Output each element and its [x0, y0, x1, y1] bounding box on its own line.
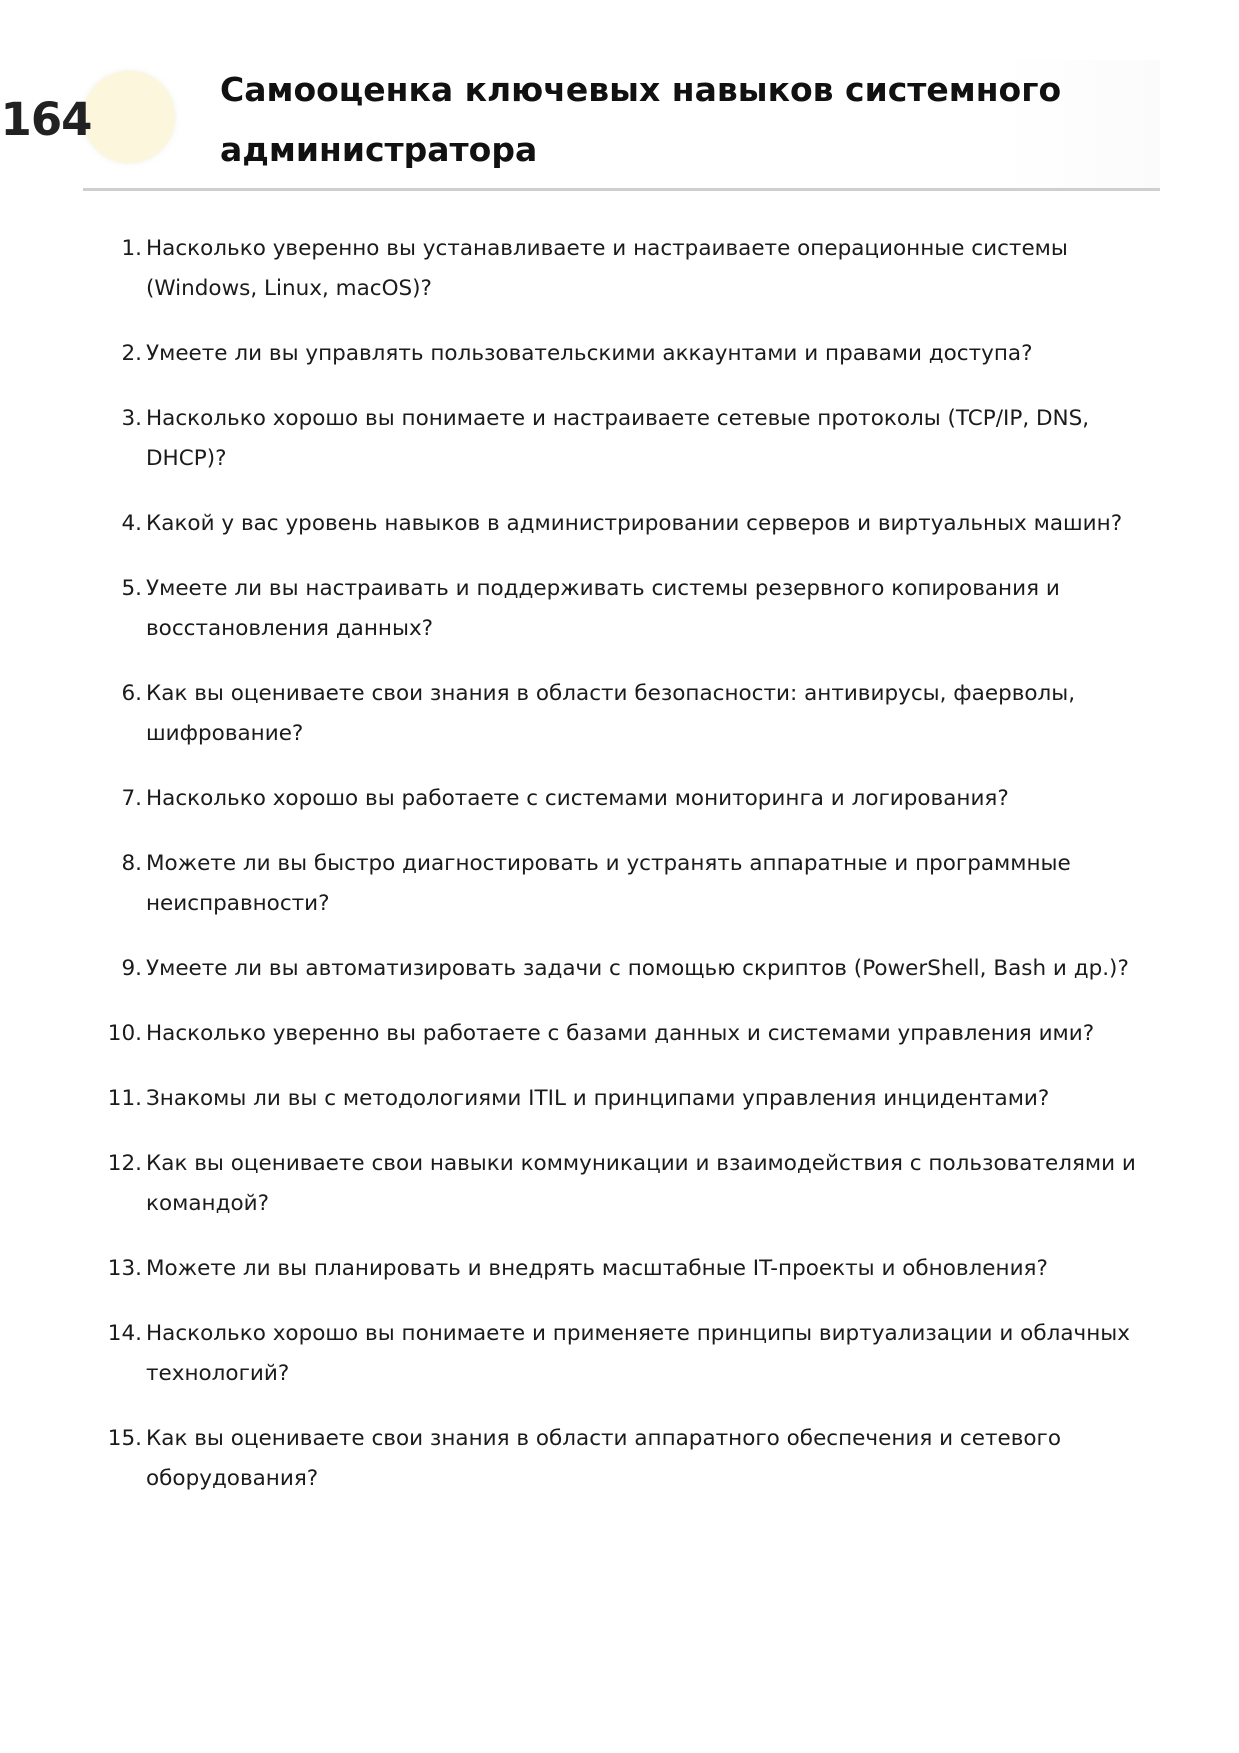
question-item [121, 569, 1156, 649]
question-item [107, 1144, 1156, 1224]
question-number: 9. [121, 956, 142, 981]
question-number: 14. [107, 1321, 142, 1346]
question-item [107, 1419, 1156, 1499]
page-number: 164 [0, 93, 92, 146]
question-item [121, 229, 1156, 309]
question-number: 2. [121, 341, 142, 366]
question-number: 1. [121, 236, 142, 261]
question-text: Знакомы ли вы с методологиями ITIL и принципами управления инцидентами? [146, 1086, 1050, 1111]
question-number: 13. [107, 1256, 142, 1281]
question-item [107, 1314, 1156, 1394]
question-number: 5. [121, 576, 142, 601]
question-text: Умеете ли вы настраивать и поддерживать системы резервного копирования и восстановления данных? [146, 576, 1060, 641]
question-text: Насколько уверенно вы устанавливаете и настраиваете операционные системы (Windows, Linux, macOS)? [146, 236, 1068, 301]
question-item [121, 674, 1156, 754]
question-text: Какой у вас уровень навыков в администрировании серверов и виртуальных машин? [146, 511, 1123, 536]
question-item [121, 844, 1156, 924]
question-text: Как вы оцениваете свои навыки коммуникации и взаимодействия с пользователями и командой? [146, 1151, 1136, 1216]
question-item [121, 504, 1156, 544]
question-text: Умеете ли вы управлять пользовательскими аккаунтами и правами доступа? [146, 341, 1033, 366]
question-text: Как вы оцениваете свои знания в области аппаратного обеспечения и сетевого оборудования? [146, 1426, 1062, 1491]
question-item [107, 1249, 1156, 1289]
question-number: 12. [107, 1151, 142, 1176]
question-text: Можете ли вы планировать и внедрять масштабные IT-проекты и обновления? [146, 1256, 1048, 1281]
question-text: Умеете ли вы автоматизировать задачи с помощью скриптов (PowerShell, Bash и др.)? [146, 956, 1129, 981]
question-item [121, 334, 1156, 374]
question-item [121, 779, 1156, 819]
question-item [121, 399, 1156, 479]
question-number: 4. [121, 511, 142, 536]
question-item [107, 1079, 1156, 1119]
question-text: Насколько хорошо вы понимаете и применяете принципы виртуализации и облачных технологий? [146, 1321, 1130, 1386]
question-text: Насколько уверенно вы работаете с базами данных и системами управления ими? [146, 1021, 1095, 1046]
question-number: 6. [121, 681, 142, 706]
question-number: 15. [107, 1426, 142, 1451]
question-text: Можете ли вы быстро диагностировать и устранять аппаратные и программные неисправности? [146, 851, 1071, 916]
question-number: 8. [121, 851, 142, 876]
page-title: Самооценка ключевых навыков системного администратора [220, 70, 1062, 169]
question-number: 7. [121, 786, 142, 811]
question-list [107, 229, 1156, 1524]
question-item [121, 949, 1156, 989]
question-text: Как вы оцениваете свои знания в области безопасности: антивирусы, фаерволы, шифрование? [146, 681, 1076, 746]
question-text: Насколько хорошо вы работаете с системами мониторинга и логирования? [146, 786, 1009, 811]
question-number: 3. [121, 406, 142, 431]
question-text: Насколько хорошо вы понимаете и настраиваете сетевые протоколы (TCP/IP, DNS, DHCP)? [146, 406, 1090, 471]
question-number: 11. [107, 1086, 142, 1111]
question-item [107, 1014, 1156, 1054]
question-number: 10. [107, 1021, 142, 1046]
